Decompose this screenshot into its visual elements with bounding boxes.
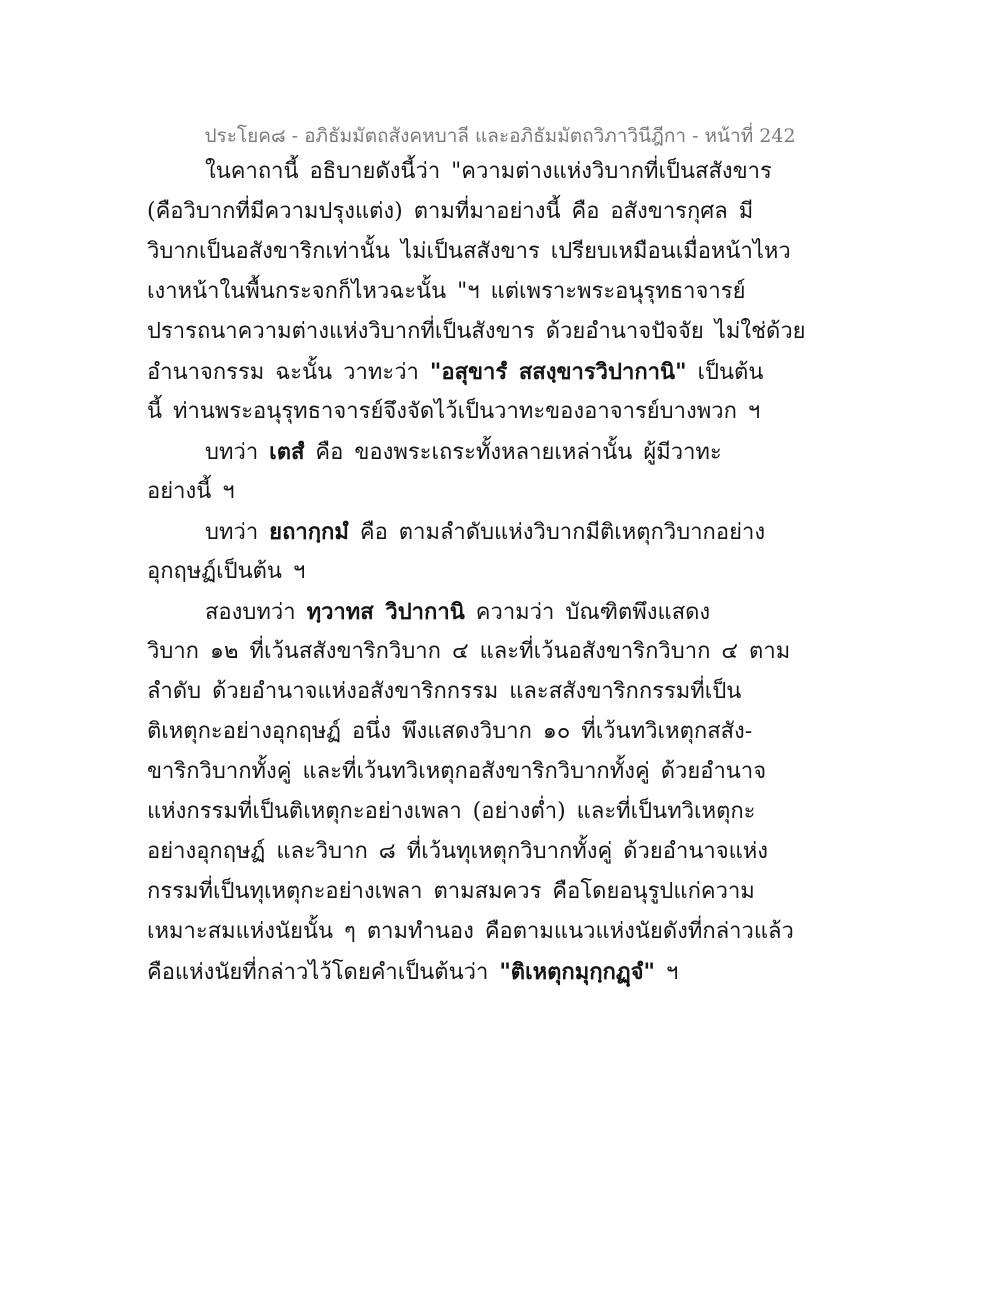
text-run: คือ ตามลำดับแห่งวิบากมีติเหตุกวิบากอย่าง (348, 520, 766, 545)
paragraph (147, 592, 794, 992)
paragraph (147, 152, 806, 432)
text-run: ติเหตุกะอย่างอุกฤษฏ์ อนึ่ง พึงแสดงวิบาก ๑๐ ที่เว้นทวิเหตุกสสัง- (147, 719, 753, 744)
text-run: คือ ของพระเถระทั้งหลายเหล่านั้น ผู้มีวาทะ (304, 440, 722, 465)
text-run: ฯ (654, 960, 679, 985)
page-body (147, 152, 806, 992)
text-line (147, 352, 767, 392)
pali-term: "ติเหตุกมุกฺกฏฺจํ" (499, 959, 655, 985)
paragraph (147, 432, 767, 512)
text-line (147, 592, 767, 632)
text-run: บทว่า (205, 520, 270, 545)
text-run: อย่างนี้ ฯ (147, 479, 235, 504)
text-run: อย่างอุกฤษฏ์ และวิบาก ๘ ที่เว้นทุเหตุกวิบากทั้งคู่ ด้วยอำนาจแห่ง (147, 839, 769, 864)
text-line (147, 952, 767, 992)
text-run: เงาหน้าในพื้นกระจกก็ไหวฉะนั้น "ฯ แต่เพราะพระอนุรุทธาจารย์ (147, 279, 746, 304)
text-run: นี้ ท่านพระอนุรุทธาจารย์จึงจัดไว้เป็นวาทะของอาจารย์บางพวก ฯ (147, 399, 761, 424)
text-line (147, 232, 791, 272)
text-line (147, 272, 767, 312)
text-run: วิบาก ๑๒ ที่เว้นสสังขาริกวิบาก ๔ และที่เว้นอสังขาริกวิบาก ๔ ตาม (147, 639, 791, 664)
text-line (147, 752, 767, 792)
text-line (147, 152, 772, 192)
text-run: (คือวิบากที่มีความปรุงแต่ง) ตามที่มาอย่างนี้ คือ อสังขารกุศล มี (147, 199, 754, 224)
paragraph (147, 512, 767, 592)
text-line (147, 792, 767, 832)
pali-term: ยถากฺกมํ (269, 519, 349, 545)
running-header: ประโยค๘ - อภิธัมมัตถสังคหบาลี และอภิธัมมัตถวิภาวินีฎีกา - หน้าที่ 242 (204, 125, 796, 147)
text-run: ขาริกวิบากทั้งคู่ และที่เว้นทวิเหตุกอสังขาริกวิบากทั้งคู่ ด้วยอำนาจ (147, 759, 767, 784)
text-run: คือแห่งนัยที่กล่าวไว้โดยคำเป็นต้นว่า (147, 960, 500, 985)
text-line (147, 912, 794, 952)
text-run: อุกฤษฏ์เป็นต้น ฯ (147, 559, 306, 584)
text-run: สองบทว่า (205, 600, 307, 625)
text-line (147, 872, 767, 912)
text-line (147, 832, 767, 872)
text-run: ในคาถานี้ อธิบายดังนี้ว่า "ความต่างแห่งวิบากที่เป็นสสังขาร (205, 159, 772, 184)
text-run: บทว่า (205, 440, 270, 465)
text-run: วิบากเป็นอสังขาริกเท่านั้น ไม่เป็นสสังขาร เปรียบเหมือนเมื่อหน้าไหว (147, 239, 791, 264)
text-run: เหมาะสมแห่งนัยนั้น ๆ ตามทำนอง คือตามแนวแห่งนัยดังที่กล่าวแล้ว (147, 919, 794, 944)
pali-term: ทฺวาทส วิปากานิ (306, 599, 465, 625)
text-run: เป็นต้น (686, 360, 764, 385)
text-run: อำนาจกรรม ฉะนั้น วาทะว่า (147, 360, 430, 385)
pali-term: "อสุขารํ สสงฺขารวิปากานิ" (429, 359, 687, 385)
text-line (147, 552, 767, 592)
text-line (147, 632, 791, 672)
text-run: กรรมที่เป็นทุเหตุกะอย่างเพลา ตามสมควร คือโดยอนุรูปแก่ความ (147, 879, 755, 904)
text-line (147, 312, 806, 352)
pali-term: เตสํ (269, 439, 305, 465)
text-run: ความว่า บัณฑิตพึงแสดง (464, 600, 711, 625)
text-line (147, 672, 767, 712)
text-line (147, 392, 767, 432)
text-line (147, 432, 767, 472)
text-run: ปรารถนาความต่างแห่งวิบากที่เป็นสังขาร ด้วยอำนาจปัจจัย ไม่ใช่ด้วย (147, 319, 806, 344)
text-line (147, 192, 767, 232)
text-line (147, 472, 767, 512)
text-line (147, 712, 767, 752)
text-line (147, 512, 767, 552)
text-run: แห่งกรรมที่เป็นติเหตุกะอย่างเพลา (อย่างต่ำ) และที่เป็นทวิเหตุกะ (147, 799, 756, 824)
text-run: ลำดับ ด้วยอำนาจแห่งอสังขาริกกรรม และสสังขาริกกรรมที่เป็น (147, 679, 742, 704)
